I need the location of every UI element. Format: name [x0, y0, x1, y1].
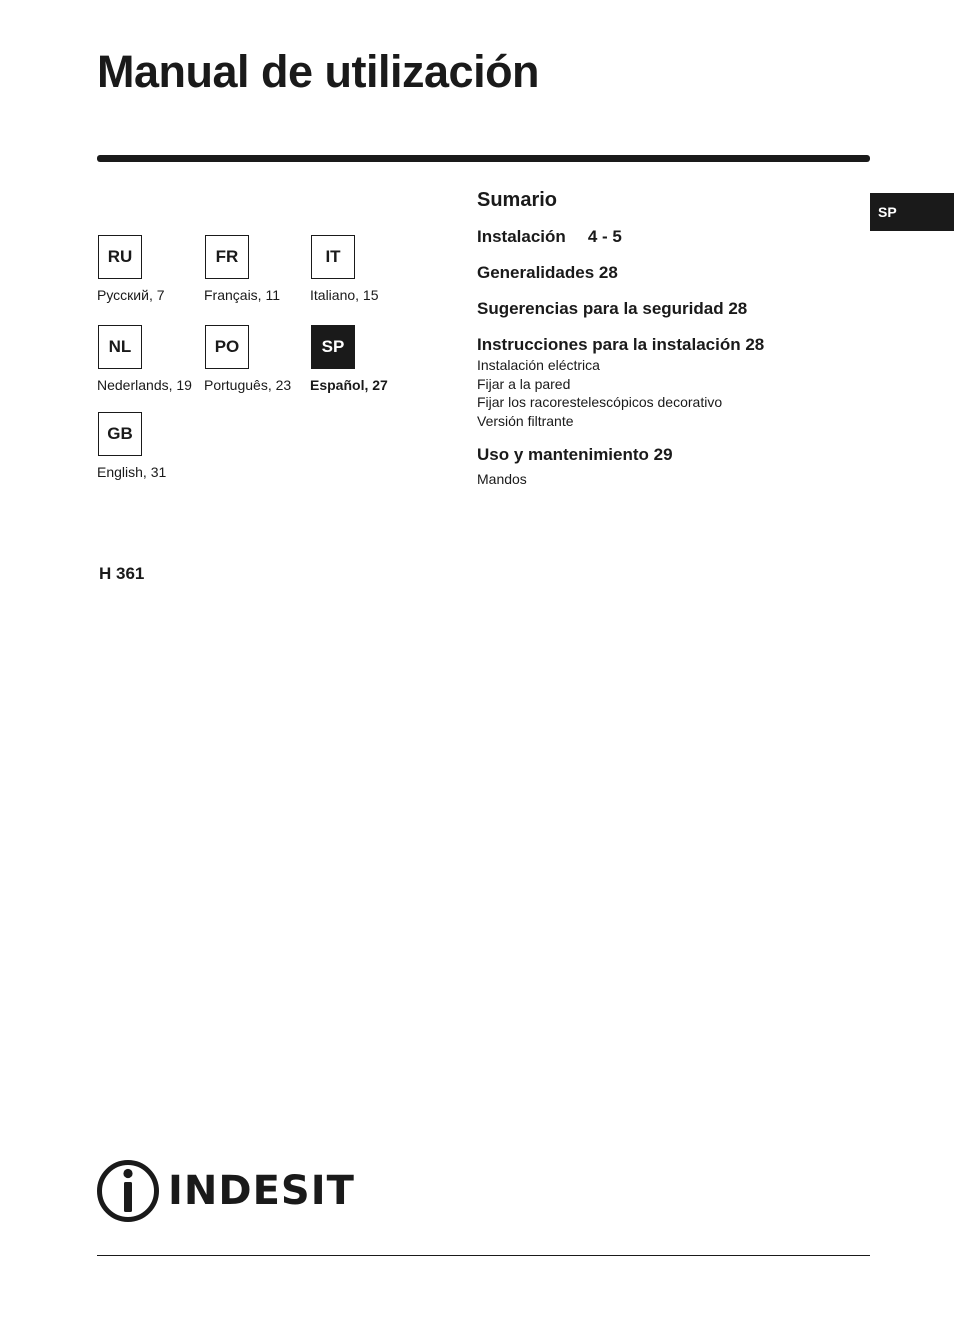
brand-logo	[96, 1158, 355, 1224]
model-number: H 361	[99, 564, 145, 583]
language-label: Français, 11	[204, 287, 280, 303]
language-label: Русский, 7	[97, 287, 165, 303]
language-gb	[97, 412, 207, 480]
language-label: Português, 23	[204, 377, 292, 393]
summary-section	[477, 226, 857, 248]
summary-section	[477, 334, 857, 430]
language-po	[204, 325, 314, 393]
language-code-box: FR	[205, 235, 249, 279]
language-code-box-active: SP	[311, 325, 355, 369]
summary-section	[477, 262, 857, 284]
language-label: Nederlands, 19	[97, 377, 192, 393]
language-code-box: IT	[311, 235, 355, 279]
section-subitem: Mandos	[477, 471, 527, 487]
language-ru	[97, 235, 207, 303]
language-it	[310, 235, 420, 303]
language-nl	[97, 325, 207, 393]
bottom-divider	[97, 1255, 870, 1256]
section-title: Uso y mantenimiento 29	[477, 445, 673, 464]
section-subitem: Fijar los racorestelescópicos decorativo	[477, 394, 723, 410]
section-title: Instalación	[477, 227, 566, 246]
section-subitem: Fijar a la pared	[477, 375, 571, 392]
summary-heading: Sumario	[477, 189, 558, 211]
language-label: Italiano, 15	[310, 287, 379, 303]
section-page: 4 - 5	[587, 227, 622, 246]
language-label-active: Español, 27	[310, 377, 388, 393]
section-subitem: Instalación eléctrica	[477, 357, 600, 373]
indesit-logo-icon	[96, 1159, 160, 1223]
summary-section	[477, 444, 857, 489]
language-code-box: RU	[98, 235, 142, 279]
language-label: English, 31	[97, 464, 167, 480]
language-tab-sp: SP	[870, 193, 954, 231]
language-sp	[310, 325, 420, 393]
language-code-box: NL	[98, 325, 142, 369]
language-fr	[204, 235, 314, 303]
section-subitem: Versión filtrante	[477, 412, 574, 429]
summary	[477, 188, 857, 503]
summary-section	[477, 298, 857, 320]
top-divider	[97, 155, 870, 162]
section-title: Generalidades 28	[477, 263, 618, 282]
brand-wordmark: INDESIT	[168, 1168, 355, 1214]
section-title: Sugerencias para la seguridad 28	[477, 299, 748, 318]
section-title: Instrucciones para la instalación 28	[477, 335, 765, 354]
language-code-box: GB	[98, 412, 142, 456]
page-title: Manual de utilización	[97, 46, 540, 97]
language-code-box: PO	[205, 325, 249, 369]
